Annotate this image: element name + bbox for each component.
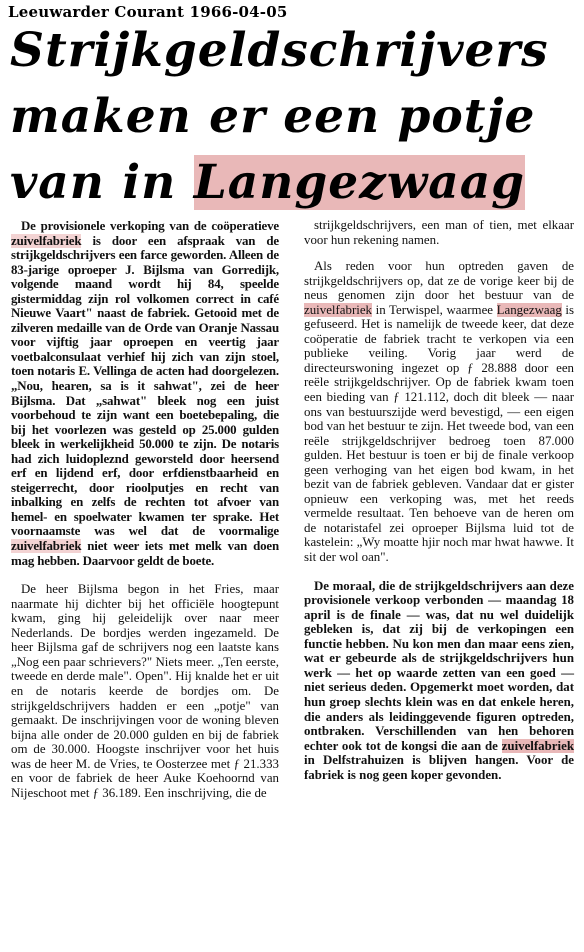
article-column-right: [304, 218, 574, 782]
text-run: Als reden voor hun optreden gaven de strijkgeldschrijvers op, dat ze de vorige keer bij de neus genomen zijn door het bestuur van de: [304, 259, 574, 303]
text-run: De provisionele verkoping van de coöperatieve: [21, 219, 279, 233]
headline-highlight-langezwaag: Langezwaag: [193, 155, 526, 210]
text-run: is door een afspraak van de strijkgeldschrijvers een farce geworden. Alleen de 83-jarige oproeper J. Bijlsma van Gorredijk, volgende maand wordt hij 84, speelde gistermiddag zijn rol volkomen correct in café Nieuwe Vaart" naast de fabriek. Getooid met de zilveren medaille van de Orde van Oranje Nassau voor vijftig jaar oproepen en veertig jaar voetbalconsulaat verhief hij zich van zijn stoel, toen notaris E. Vellinga de acten had doorgelezen. „Nou, hearen, sa is it sahwat", zei de heer Bijlsma. Dat „sahwat" bleek nog een juist voorbehoud te zijn want een boetebepaling, die bij het voorlezen was gesteld op 25.000 gulden bleek in werkelijkheid 50.000 te zijn. De notaris had zich luidopleznd geworsteld door heersend erf en lijdend erf, door erfdienstbaarheid en steigerrecht, door rioolputjes en recht van inbalking en zelfs de rechten tot afvoer van hemel- en spoelwater kwamen ter sprake. Het voornaamste was wel dat de voormalige: [11, 233, 279, 539]
highlighted-term: zuivelfabriek: [11, 539, 82, 554]
text-run: niet weer iets met melk van doen mag hebben. Daarvoor geldt de boete.: [11, 539, 279, 568]
right-paragraph-3: [304, 579, 574, 783]
right-paragraph-1: strijkgeldschrijvers, een man of tien, met elkaar voor hun rekening namen.: [304, 218, 574, 247]
text-run: De moraal, die de strijkgeldschrijvers aan deze provisionele verkoop verbonden — maandag 18 april is de finale — was, dat nu wel duidelijk gebleken is, dat zij bij de verkopingen een functie hebben. Nu kon men dan maar eens zien, wat er gebeurde als de strijkgeldschrijvers hun werk — het op waarde zetten van een goed — niet serieus deden. Opgemerkt moet worden, dat hun groep slechts klein was en dat enkele heren, die anders als leidinggevende figuren optreden, ontbraken. Verschillenden van hen behoren echter ook tot de kongsi die aan de: [304, 578, 574, 753]
left-paragraph-2: De heer Bijlsma begon in het Fries, maar naarmate hij dichter bij het officiële hoogtepunt kwam, ging hij geleidelijk over naar meer Nederlands. De bordjes werden ingezameld. De heer Bijlsma gaf de schrijvers nog een laatste kans „Nog een paar schrievers?" Niets meer. „Ten eerste, tweede en derde male". Open". Hij knalde het er uit en de notaris keerde de bordjes om. De strijkgeldschrijvers hadden er een „potje" van gemaakt. De inschrijvingen voor de woning bleven bijna alle onder de 20.000 gulden en bij de fabriek om de 30.000. Hoogste inschrijver voor het huis was de heer M. de Vries, te Oosterzee met ƒ 21.333 en voor de fabriek de heer Auke Koehoornd van Nijeschoot met ƒ 36.189. Een inschrijving, die de: [11, 582, 279, 800]
headline-line-1: Strijkgeldschrijvers: [10, 23, 549, 78]
highlighted-term: Langezwaag: [496, 302, 562, 317]
article-column-left: [11, 219, 279, 800]
highlighted-term: zuivelfabriek: [11, 233, 82, 248]
headline-line-3: [10, 150, 576, 216]
article-headline: [10, 18, 576, 216]
headline-line-2: maken er een potje: [10, 89, 536, 144]
left-paragraph-1: [11, 219, 279, 568]
highlighted-term: zuivelfabriek: [304, 302, 372, 317]
headline-line-3-text: van in: [10, 155, 194, 210]
text-run: is gefuseerd. Het is namelijk de tweede keer, dat deze coöperatie de fabriek tracht te verkopen via een publieke veiling. Vorig jaar werd de directeurswoning ingezet op ƒ 28.888 door een reële strijkgeldschrijver. Op de fabriek kwam toen een bieding van ƒ 121.112, doch dit bleek — naar ons van bestuurszijde werd bevestigd, — een eigen bod van het bestuur te zijn. Het tweede bod, van een reële strijkgeldschrijver bedroeg toen 87.000 gulden. Het bestuur is toen er bij de finale verkoop geen verhoging van het eigen bod kwam, in het bezit van de fabriek gebleven. Vandaar dat er gister opnieuw een verkoping was, met het reeds vermelde resultaat. Ten behoeve van de heren om de notaristafel zei oproeper Bijlsma luid tot de kastelein: „Wy moatte hjir noch mar hwat hawwe. It sit der wol oan".: [304, 302, 574, 565]
right-paragraph-2: [304, 259, 574, 564]
masthead-source-date: Leeuwarder Courant 1966-04-05: [8, 3, 288, 21]
text-run: in Delfstrahuizen is blijven hangen. Voor de fabriek is nog geen koper gevonden.: [304, 753, 574, 782]
text-run: in Terwispel, waarmee: [372, 302, 497, 317]
highlighted-term: zuivelfabriek: [501, 738, 574, 753]
